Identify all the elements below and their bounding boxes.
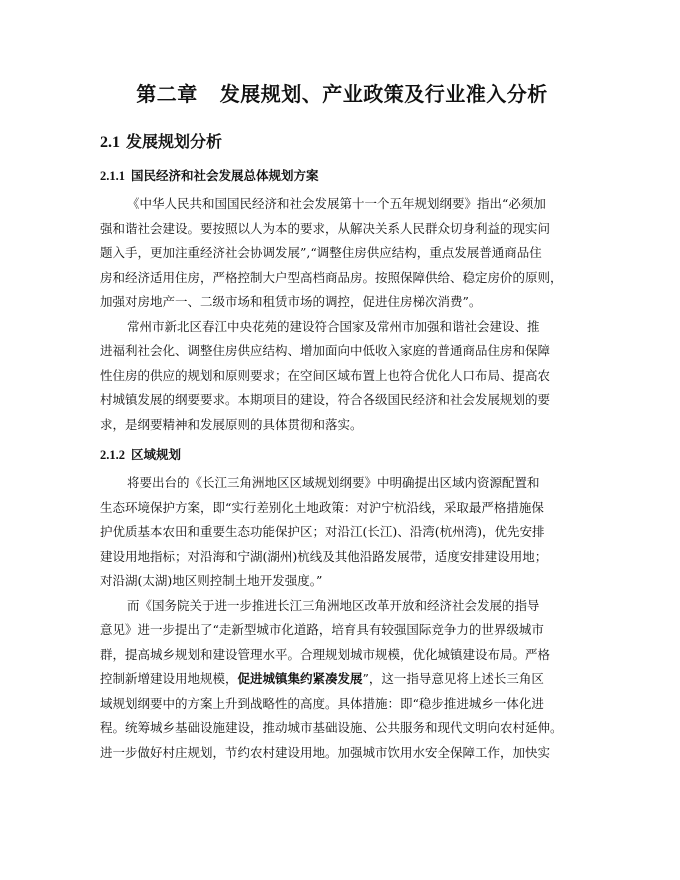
section-title: 发展规划分析 <box>126 132 223 151</box>
paragraph-line: 建设用地指标；对沿海和宁湖(湖州)杭线及其他沿路发展带，适度安排建设用地； <box>100 548 548 564</box>
text-run: 控制新增建设用地规模， <box>100 671 238 686</box>
chapter-title-text: 发展规划、产业政策及行业准入分析 <box>219 82 548 106</box>
paragraph-line: 生态环境保护方案，即“实行差别化土地政策：对沪宁杭沿线，采取最严格措施保 <box>100 499 544 515</box>
subsection-heading-2-1-2 <box>100 443 584 467</box>
chapter-number: 第二章 <box>136 82 198 106</box>
subsection-title: 国民经济和社会发展总体规划方案 <box>131 168 319 183</box>
paragraph-five-year-plan <box>100 192 584 315</box>
emphasis-text: 促进城镇集约紧凑发展 <box>237 671 363 686</box>
paragraph-line: 而《国务院关于进一步推进长江三角洲地区改革开放和经济社会发展的指导 <box>127 597 540 613</box>
paragraph-line: 《中华人民共和国国民经济和社会发展第十一个五年规划纲要》指出“必须加 <box>127 196 546 211</box>
chapter-title <box>100 78 584 107</box>
paragraph-line: 进福利社会化、调整住房供应结构、增加面向中低收入家庭的普通商品住房和保障 <box>100 343 551 358</box>
paragraph-line: 求，是纲要精神和发展原则的具体贯彻和落实。 <box>100 416 363 432</box>
paragraph-line: 村城镇发展的纲要要求。本期项目的建设，符合各级国民经济和社会发展规划的要 <box>100 392 551 407</box>
paragraph-line: 将要出台的《长江三角洲地区区域规划纲要》中明确提出区域内资源配置和 <box>127 475 540 490</box>
paragraph-line: 意见》进一步提出了“走新型城市化道路，培育具有较强国际竞争力的世界级城市 <box>100 622 544 637</box>
text-run: ”，这一指导意见将上述长三角区 <box>362 671 544 686</box>
paragraph-line: 对沿湖(太湖)地区则控制土地开发强度。” <box>100 573 323 588</box>
subsection-number: 2.1.1 <box>100 169 125 183</box>
section-heading-2-1 <box>100 129 584 152</box>
paragraph-regional-plan <box>100 471 584 594</box>
paragraph-line: 加强对房地产一、二级市场和租赁市场的调控，促进住房梯次消费”。 <box>100 294 482 309</box>
subsection-title: 区域规划 <box>131 447 182 462</box>
paragraph-line: 护优质基本农田和重要生态功能保护区；对沿江(长江)、沿湾(杭州湾)，优先安排 <box>100 524 545 539</box>
paragraph-line: 进一步做好村庄规划，节约农村建设用地。加强城市饮用水安全保障工作，加快实 <box>100 744 551 760</box>
paragraph-project-compliance <box>100 315 584 438</box>
subsection-number: 2.1.2 <box>100 448 125 462</box>
paragraph-line: 题入手，更加注重经济社会协调发展”,“调整住房供应结构，重点发展普通商品住 <box>100 245 542 260</box>
paragraph-line: 性住房的供应的规划和原则要求；在空间区域布置上也符合优化人口布局、提高农 <box>100 367 551 383</box>
paragraph-line: 强和谐社会建设。要按照以人为本的要求，从解决关系人民群众切身利益的现实问 <box>100 220 551 236</box>
subsection-heading-2-1-1 <box>100 164 584 188</box>
paragraph-line: 房和经济适用住房，严格控制大户型高档商品房。按照保障供给、稳定房价的原则， <box>100 269 563 285</box>
paragraph-state-council-opinion <box>100 594 584 766</box>
paragraph-line-mixed <box>100 667 584 692</box>
paragraph-line: 常州市新北区春江中央花苑的建设符合国家及常州市加强和谐社会建设、推 <box>127 318 540 334</box>
section-number: 2.1 <box>100 134 120 151</box>
paragraph-line: 群，提高城乡规划和建设管理水平。合理规划城市规模，优化城镇建设布局。严格 <box>100 646 551 662</box>
paragraph-line: 程。统筹城乡基础设施建设，推动城市基础设施、公共服务和现代文明向农村延伸。 <box>100 720 563 735</box>
paragraph-line: 域规划纲要中的方案上升到战略性的高度。具体措施：即“稳步推进城乡一体化进 <box>100 695 544 711</box>
